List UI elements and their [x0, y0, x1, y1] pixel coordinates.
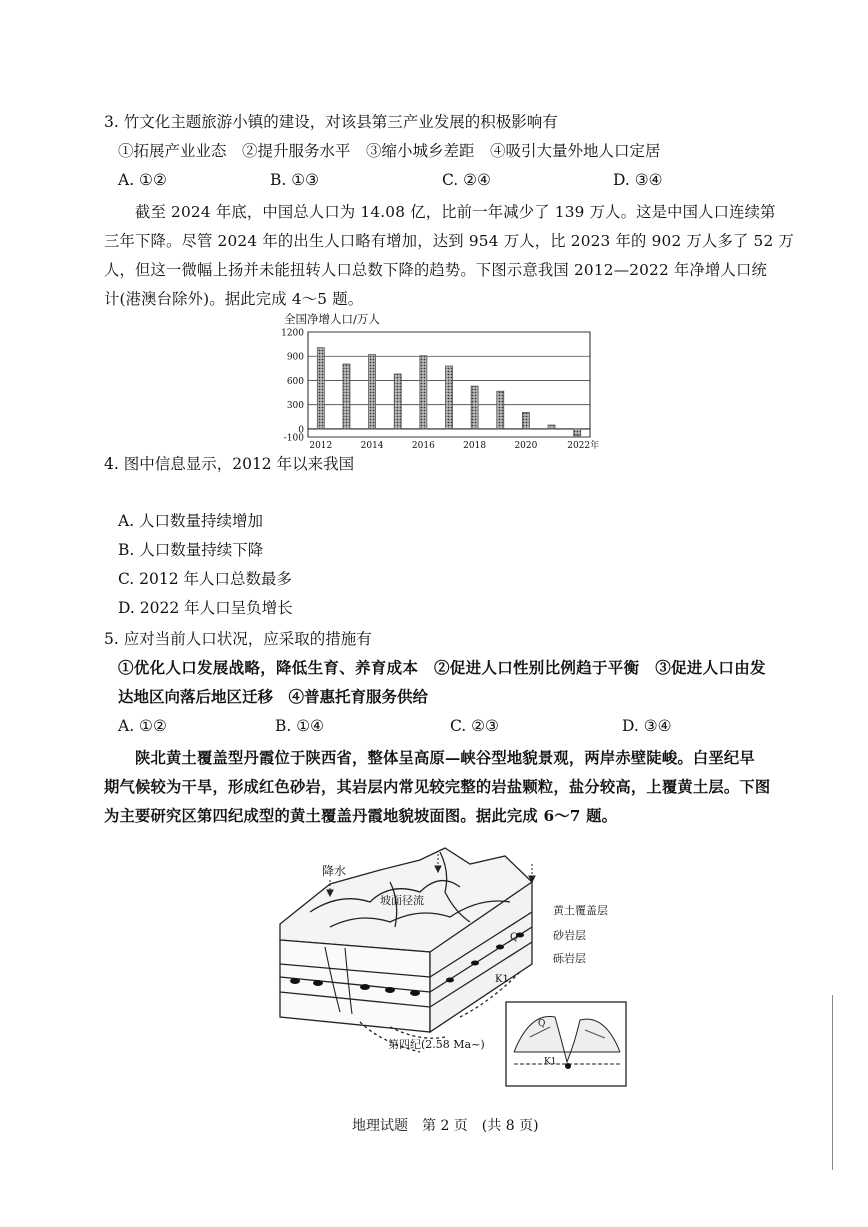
label-runoff: 坡面径流 [380, 894, 424, 907]
passage1-line-3: 人，但这一微幅上扬并未能扭转人口总数下降的趋势。下图示意我国 2012—2022 年净增人口统 [104, 261, 767, 279]
label-loess: 黄土覆盖层 [553, 904, 608, 917]
q5-option-d: D. ③④ [622, 717, 672, 735]
passage1-line-4: 计(港澳台除外)。据此完成 4～5 题。 [104, 290, 364, 308]
chart-xtick-label: 2022年 [567, 441, 600, 450]
label-conglomerate: 砾岩层 [553, 952, 586, 965]
chart-ytick-label: 300 [286, 401, 304, 412]
chart-ytick-label: -100 [283, 433, 304, 444]
q5-stem: 5. 应对当前人口状况，应采取的措施有 [104, 630, 372, 648]
chart-bar-2019 [497, 391, 504, 429]
label-period: 第四纪(2.58 Ma~) [388, 1038, 485, 1051]
passage2-line-2: 期气候较为干旱，形成红色砂岩，其岩层内常见较完整的岩盐颗粒，盐分较高，上覆黄土层。下图 [104, 778, 771, 796]
q3-option-d: D. ③④ [613, 171, 663, 189]
inset-label-k1: K1 [544, 1057, 557, 1067]
chart-bar-2012 [317, 348, 324, 429]
block-diagram [280, 848, 532, 1052]
q3-option-a: A. ①② [118, 171, 167, 189]
q5-option-b: B. ①④ [275, 717, 325, 735]
page-footer: 地理试题 第 2 页 (共 8 页) [352, 1118, 539, 1134]
q4-option-d: D. 2022 年人口呈负增长 [118, 599, 293, 617]
chart-xtick-label: 2020 [514, 441, 538, 450]
chart-ytick-label: 0 [298, 425, 304, 436]
chart-xtick-label: 2012 [309, 441, 333, 450]
label-q: Q [510, 932, 519, 943]
chart-bar-2015 [394, 374, 401, 429]
q5-items-line2: 达地区向落后地区迁移 ④普惠托育服务供给 [118, 687, 429, 706]
q4-option-c: C. 2012 年人口总数最多 [118, 570, 293, 588]
label-k1: K1 [495, 974, 509, 985]
chart-bar-2020 [522, 412, 529, 428]
q4-option-b: B. 人口数量持续下降 [118, 541, 264, 559]
q5-option-c: C. ②③ [450, 717, 499, 735]
chart-bar-2017 [446, 366, 453, 429]
inset-cross-section [506, 1002, 626, 1086]
chart-bar-2022 [574, 429, 581, 436]
chart-ytick-label: 600 [286, 376, 304, 387]
chart-bar-2014 [369, 355, 376, 429]
q4-stem: 4. 图中信息显示，2012 年以来我国 [104, 455, 355, 473]
chart-ytick-label: 1200 [281, 328, 304, 339]
q3-option-b: B. ①③ [270, 171, 320, 189]
label-sandstone: 砂岩层 [553, 929, 586, 942]
chart-bar-2013 [343, 364, 350, 429]
net-population-chart [270, 310, 600, 450]
chart-ylabel: 全国净增人口/万人 [284, 312, 380, 326]
chart-xtick-label: 2018 [463, 441, 487, 450]
chart-bar-2018 [471, 386, 478, 429]
passage1-line-2: 三年下降。尽管 2024 年的出生人口略有增加，达到 954 万人，比 2023 年的 902 万人多了 52 万 [104, 232, 794, 250]
q5-option-a: A. ①② [118, 717, 167, 735]
chart-ytick-label: 900 [286, 352, 304, 363]
inset-label-q: Q [538, 1019, 546, 1029]
q4-option-a: A. 人口数量持续增加 [118, 512, 264, 530]
passage1-line-1: 截至 2024 年底，中国总人口为 14.08 亿，比前一年减少了 139 万人。这是中国人口连续第 [135, 203, 776, 221]
passage2-line-1: 陕北黄土覆盖型丹霞位于陕西省，整体呈高原—峡谷型地貌景观，两岸赤壁陡峻。白垩纪早 [135, 749, 755, 767]
q3-stem: 3. 竹文化主题旅游小镇的建设，对该县第三产业发展的积极影响有 [104, 113, 558, 131]
passage2-line-3: 为主要研究区第四纪成型的黄土覆盖丹霞地貌坡面图。据此完成 6～7 题。 [104, 807, 618, 825]
danxia-slope-diagram [270, 842, 640, 1092]
label-rain: 降水 [322, 864, 347, 878]
chart-bar-2021 [548, 425, 555, 429]
q5-items-line1: ①优化人口发展战略，降低生育、养育成本 ②促进人口性别比例趋于平衡 ③促进人口由发 [118, 658, 766, 677]
page-edge-line [832, 995, 833, 1170]
q3-items: ①拓展产业业态 ②提升服务水平 ③缩小城乡差距 ④吸引大量外地人口定居 [118, 142, 661, 160]
chart-bar-2016 [420, 356, 427, 429]
chart-xtick-label: 2014 [360, 441, 384, 450]
chart-xtick-label: 2016 [411, 441, 435, 450]
q3-option-c: C. ②④ [442, 171, 491, 189]
